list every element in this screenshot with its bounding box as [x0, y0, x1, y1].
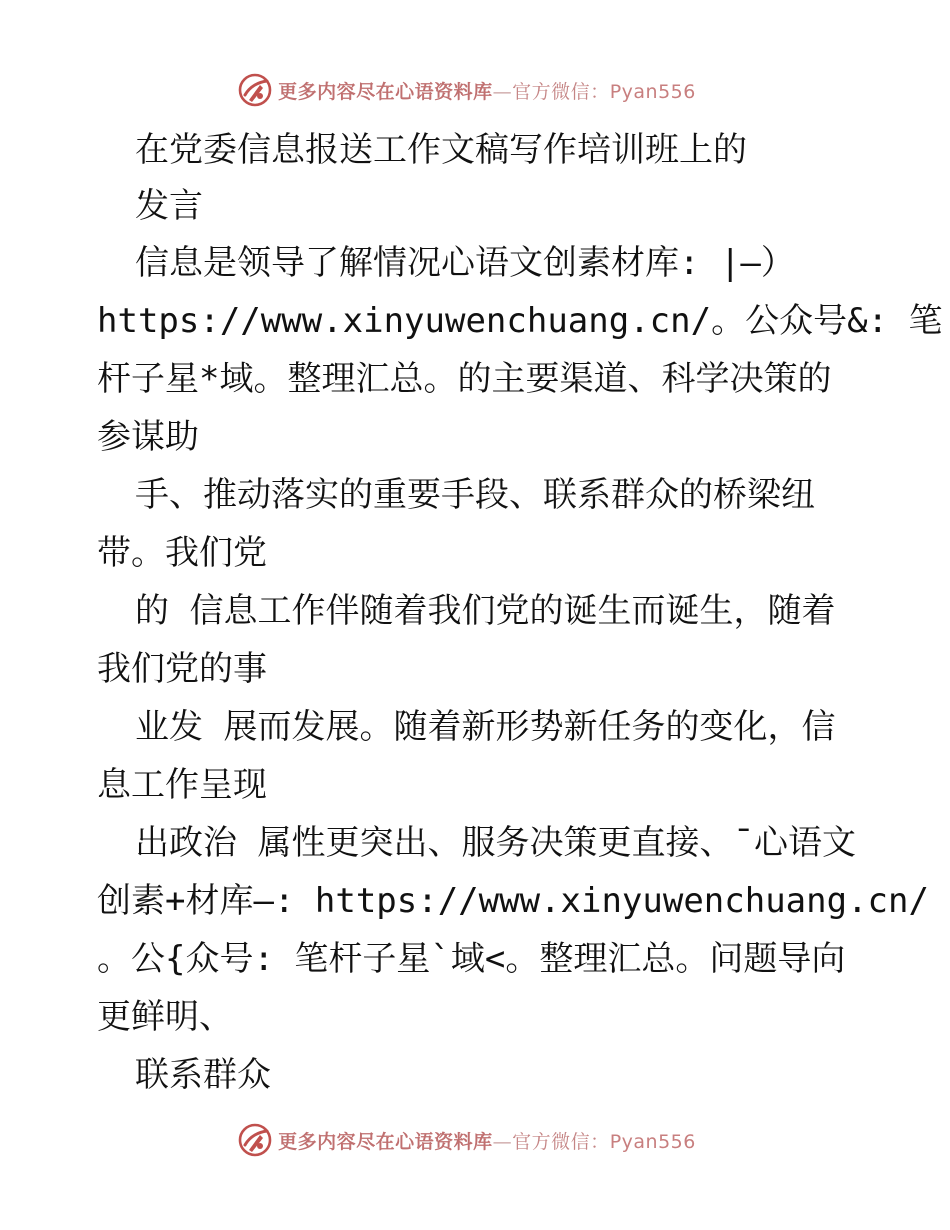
watermark-dash: — — [492, 80, 513, 103]
body-line: https://www.xinyuwenchuang.cn/。公众号&: 笔 — [97, 301, 943, 341]
watermark-dash: — — [492, 1130, 513, 1153]
pen-logo-icon — [238, 73, 272, 107]
watermark-text — [278, 77, 696, 104]
body-line: 参谋助 — [97, 417, 199, 457]
watermark-wechat-label: 官方微信： — [512, 80, 610, 103]
watermark-wechat-id: Pyan556 — [609, 1130, 696, 1153]
body-line: 业发 展而发展。随着新形势新任务的变化，信 — [135, 707, 836, 747]
watermark-wechat-label: 官方微信： — [512, 1130, 610, 1153]
body-line: 在党委信息报送工作文稿写作培训班上的 — [135, 130, 747, 170]
body-line: 杆子星*域。整理汇总。的主要渠道、科学决策的 — [97, 359, 832, 399]
body-line: 联系群众 — [135, 1055, 271, 1095]
body-line: 发言 — [135, 186, 203, 226]
body-line: 我们党的事 — [97, 649, 267, 689]
watermark-site-text: 更多内容尽在心语资料库 — [278, 80, 493, 103]
body-line: 的 信息工作伴随着我们党的诞生而诞生，随着 — [135, 591, 836, 631]
watermark-wechat-id: Pyan556 — [609, 80, 696, 103]
body-line: 。公{众号: 笔杆子星`域<。整理汇总。问题导向 — [97, 939, 846, 979]
body-line: 创素+材库—: https://www.xinyuwenchuang.cn/ — [97, 881, 929, 921]
watermark-text — [278, 1127, 696, 1154]
body-line: 更鲜明、 — [97, 997, 233, 1037]
header-watermark — [0, 70, 950, 110]
watermark-site-text: 更多内容尽在心语资料库 — [278, 1130, 493, 1153]
footer-watermark — [0, 1120, 950, 1160]
body-line: 息工作呈现 — [97, 765, 267, 805]
body-line: 手、推动落实的重要手段、联系群众的桥梁纽 — [135, 475, 815, 515]
pen-logo-icon — [238, 1123, 272, 1157]
body-line: 带。我们党 — [97, 533, 267, 573]
body-line: 出政治 属性更突出、服务决策更直接、¯心语文 — [135, 823, 856, 863]
body-line: 信息是领导了解情况心语文创素材库: |—） — [135, 243, 795, 283]
